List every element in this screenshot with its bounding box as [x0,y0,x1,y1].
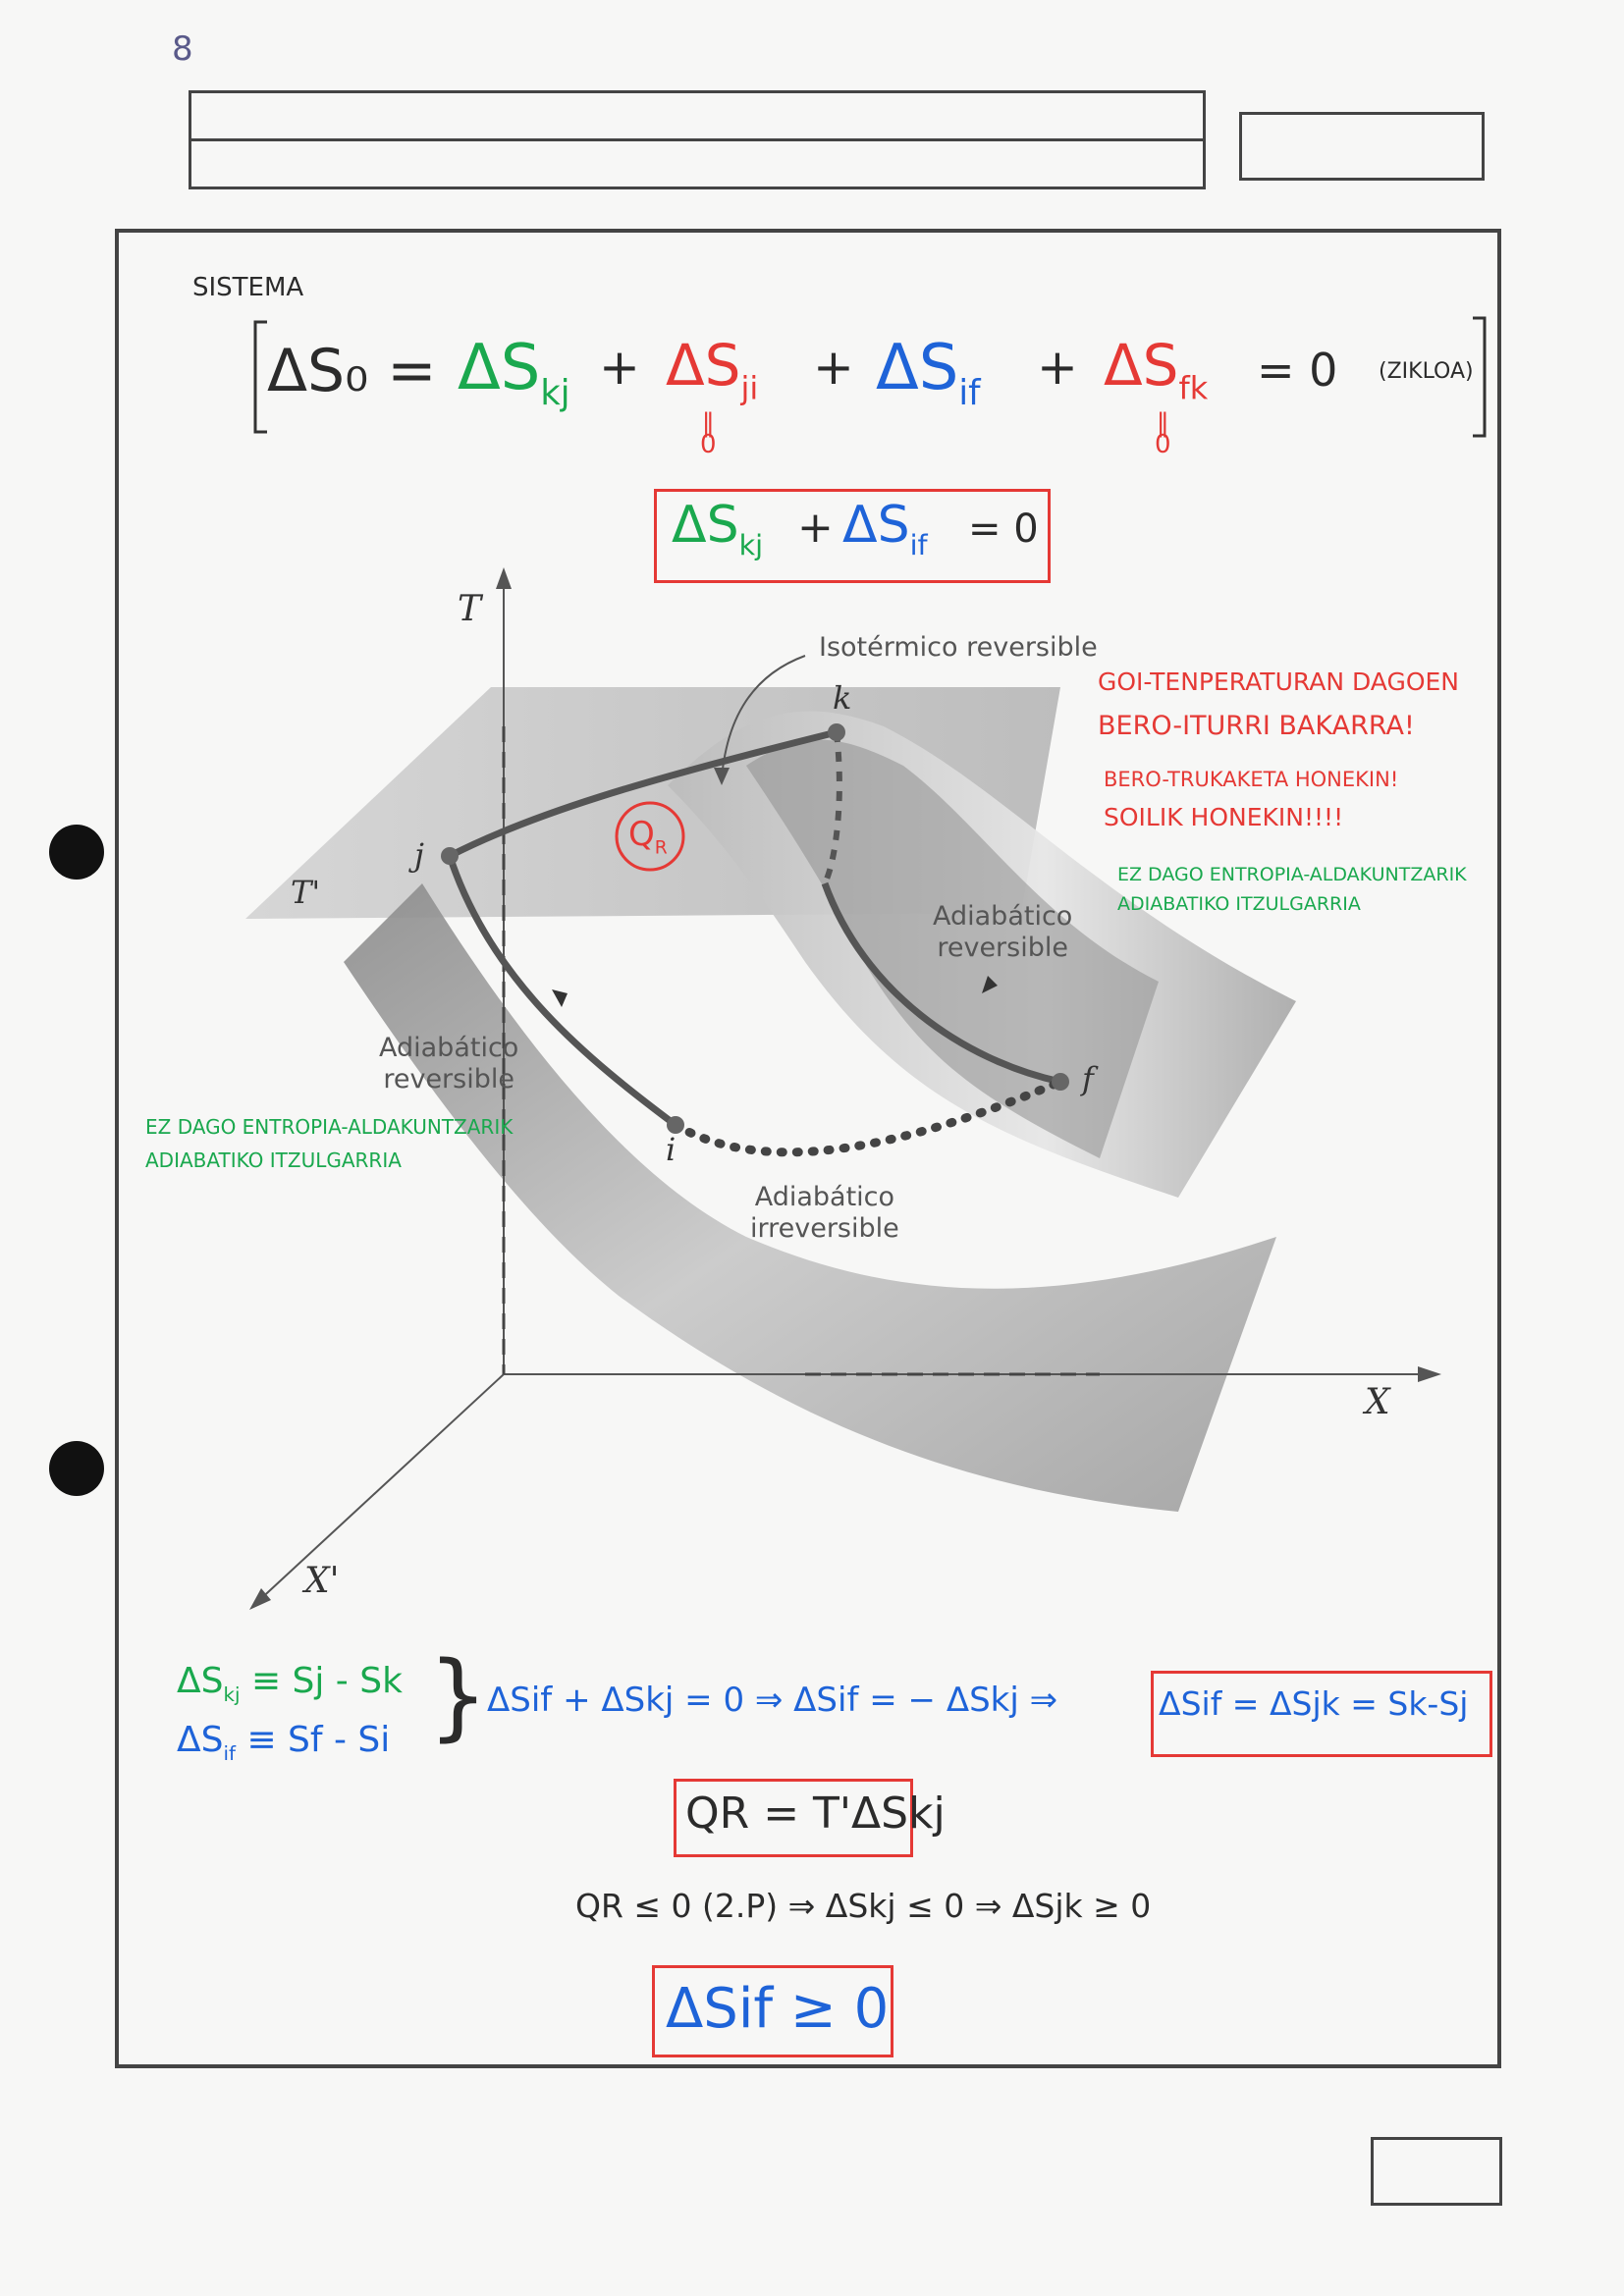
label-adiabatic-irreversible: Adiabático irreversible [750,1182,899,1245]
point-k-label: k [833,679,852,717]
header-field-2 [189,138,1206,189]
note-green-left-1: EZ DAGO ENTROPIA-ALDAKUNTZARIK [145,1115,514,1139]
note-red-4: SOILIK HONEKIN!!!! [1104,803,1344,831]
qr-label [628,815,668,858]
system-label: SISTEMA [192,273,304,302]
point-j [441,847,459,865]
point-f [1052,1073,1069,1091]
point-i-label: i [666,1131,677,1168]
boxed-term-kj-sub: kj [738,527,764,561]
def-kj-sub: kj [223,1682,241,1706]
boxed-plus: + [797,503,834,553]
brace: } [428,1641,489,1751]
eq-term-if-sub: if [958,372,981,413]
qr-equation: QR = T'ΔSkj [685,1789,946,1839]
axis-X-label: X [1365,1382,1390,1422]
eq-term-ji [666,332,758,406]
zero-mark-ji-value: 0 [700,430,717,459]
label-adiabatic-reversible-left: Adiabático reversible [379,1033,519,1095]
eq-term-kj [458,332,570,413]
def-kj-main: ΔS [177,1661,224,1701]
header-field-1 [189,90,1206,141]
def-if-main: ΔS [177,1720,224,1760]
note-red-1: GOI-TENPERATURAN DAGOEN [1098,667,1460,696]
qr-label-sub: R [654,837,668,859]
eq-term-fk-sub: fk [1178,369,1209,407]
eq-lhs: ΔS₀ = [267,337,437,405]
boxed-tail: = 0 [968,507,1039,552]
boxed-result-text: ΔSif = ΔSjk = Sk-Sj [1159,1684,1469,1723]
eq-plus-2: + [813,339,854,396]
note-green-left-2: ADIABATIKO ITZULGARRIA [145,1148,402,1172]
plane-Tp-label: T' [291,874,321,911]
zero-mark-ji: ‖ 0 [700,408,717,459]
page-mark: 8 [172,29,193,69]
chain-derivation: ΔSif + ΔSkj = 0 ⇒ ΔSif = − ΔSkj ⇒ [487,1681,1058,1720]
punch-hole-top [49,825,104,880]
note-red-3: BERO-TRUKAKETA HONEKIN! [1104,768,1399,791]
eq-term-if-main: ΔS [876,332,959,404]
footer-box [1371,2137,1502,2206]
label-adiabatic-reversible-right: Adiabático reversible [933,901,1073,964]
eq-equals-zero: = 0 [1257,344,1338,397]
boxed-term-if-main: ΔS [842,496,910,555]
eq-note-ziklo: (ZIKLOA) [1379,359,1474,384]
point-k [828,723,845,741]
axis-T-label: T [458,589,482,629]
eq-term-if [876,332,981,413]
zero-mark-fk: ‖ 0 [1155,408,1171,459]
boxed-term-if-sub: if [909,527,928,561]
def-if [177,1720,390,1765]
eq-term-fk [1104,332,1208,406]
eq-term-ji-sub: ji [740,369,759,407]
eq-term-kj-main: ΔS [458,332,541,404]
point-j-label: j [414,836,424,874]
note-red-2: BERO-ITURRI BAKARRA! [1098,711,1415,741]
zero-mark-fk-value: 0 [1155,430,1171,459]
eq-plus-3: + [1037,339,1078,396]
def-kj [177,1661,403,1706]
axis-Xp-label: X' [304,1561,340,1601]
boxed-term-kj-main: ΔS [672,496,739,555]
punch-hole-bottom [49,1441,104,1496]
arrow-ij [552,989,568,1007]
note-green-right-2: ADIABATIKO ITZULGARRIA [1117,893,1361,915]
eq-term-ji-main: ΔS [666,332,741,399]
eq-term-kj-sub: kj [540,372,570,413]
def-if-sub: if [223,1741,236,1765]
note-green-right-1: EZ DAGO ENTROPIA-ALDAKUNTZARIK [1117,864,1467,885]
eq-term-fk-main: ΔS [1104,332,1179,399]
eq-plus-1: + [599,339,640,396]
point-f-label: f [1082,1060,1094,1097]
qr-label-main: Q [628,815,655,854]
axis-Xp-line [255,1374,504,1604]
def-if-rhs: ≡ Sf - Si [246,1720,391,1760]
def-kj-rhs: ≡ Sj - Sk [250,1661,403,1701]
axis-X-arrow [1418,1366,1441,1382]
header-code-box [1239,112,1485,181]
axis-T-arrow [496,567,512,589]
final-result: ΔSif ≥ 0 [666,1977,890,2041]
inequality-line: QR ≤ 0 (2.P) ⇒ ΔSkj ≤ 0 ⇒ ΔSjk ≥ 0 [575,1887,1152,1925]
label-isothermal: Isotérmico reversible [819,632,1098,663]
